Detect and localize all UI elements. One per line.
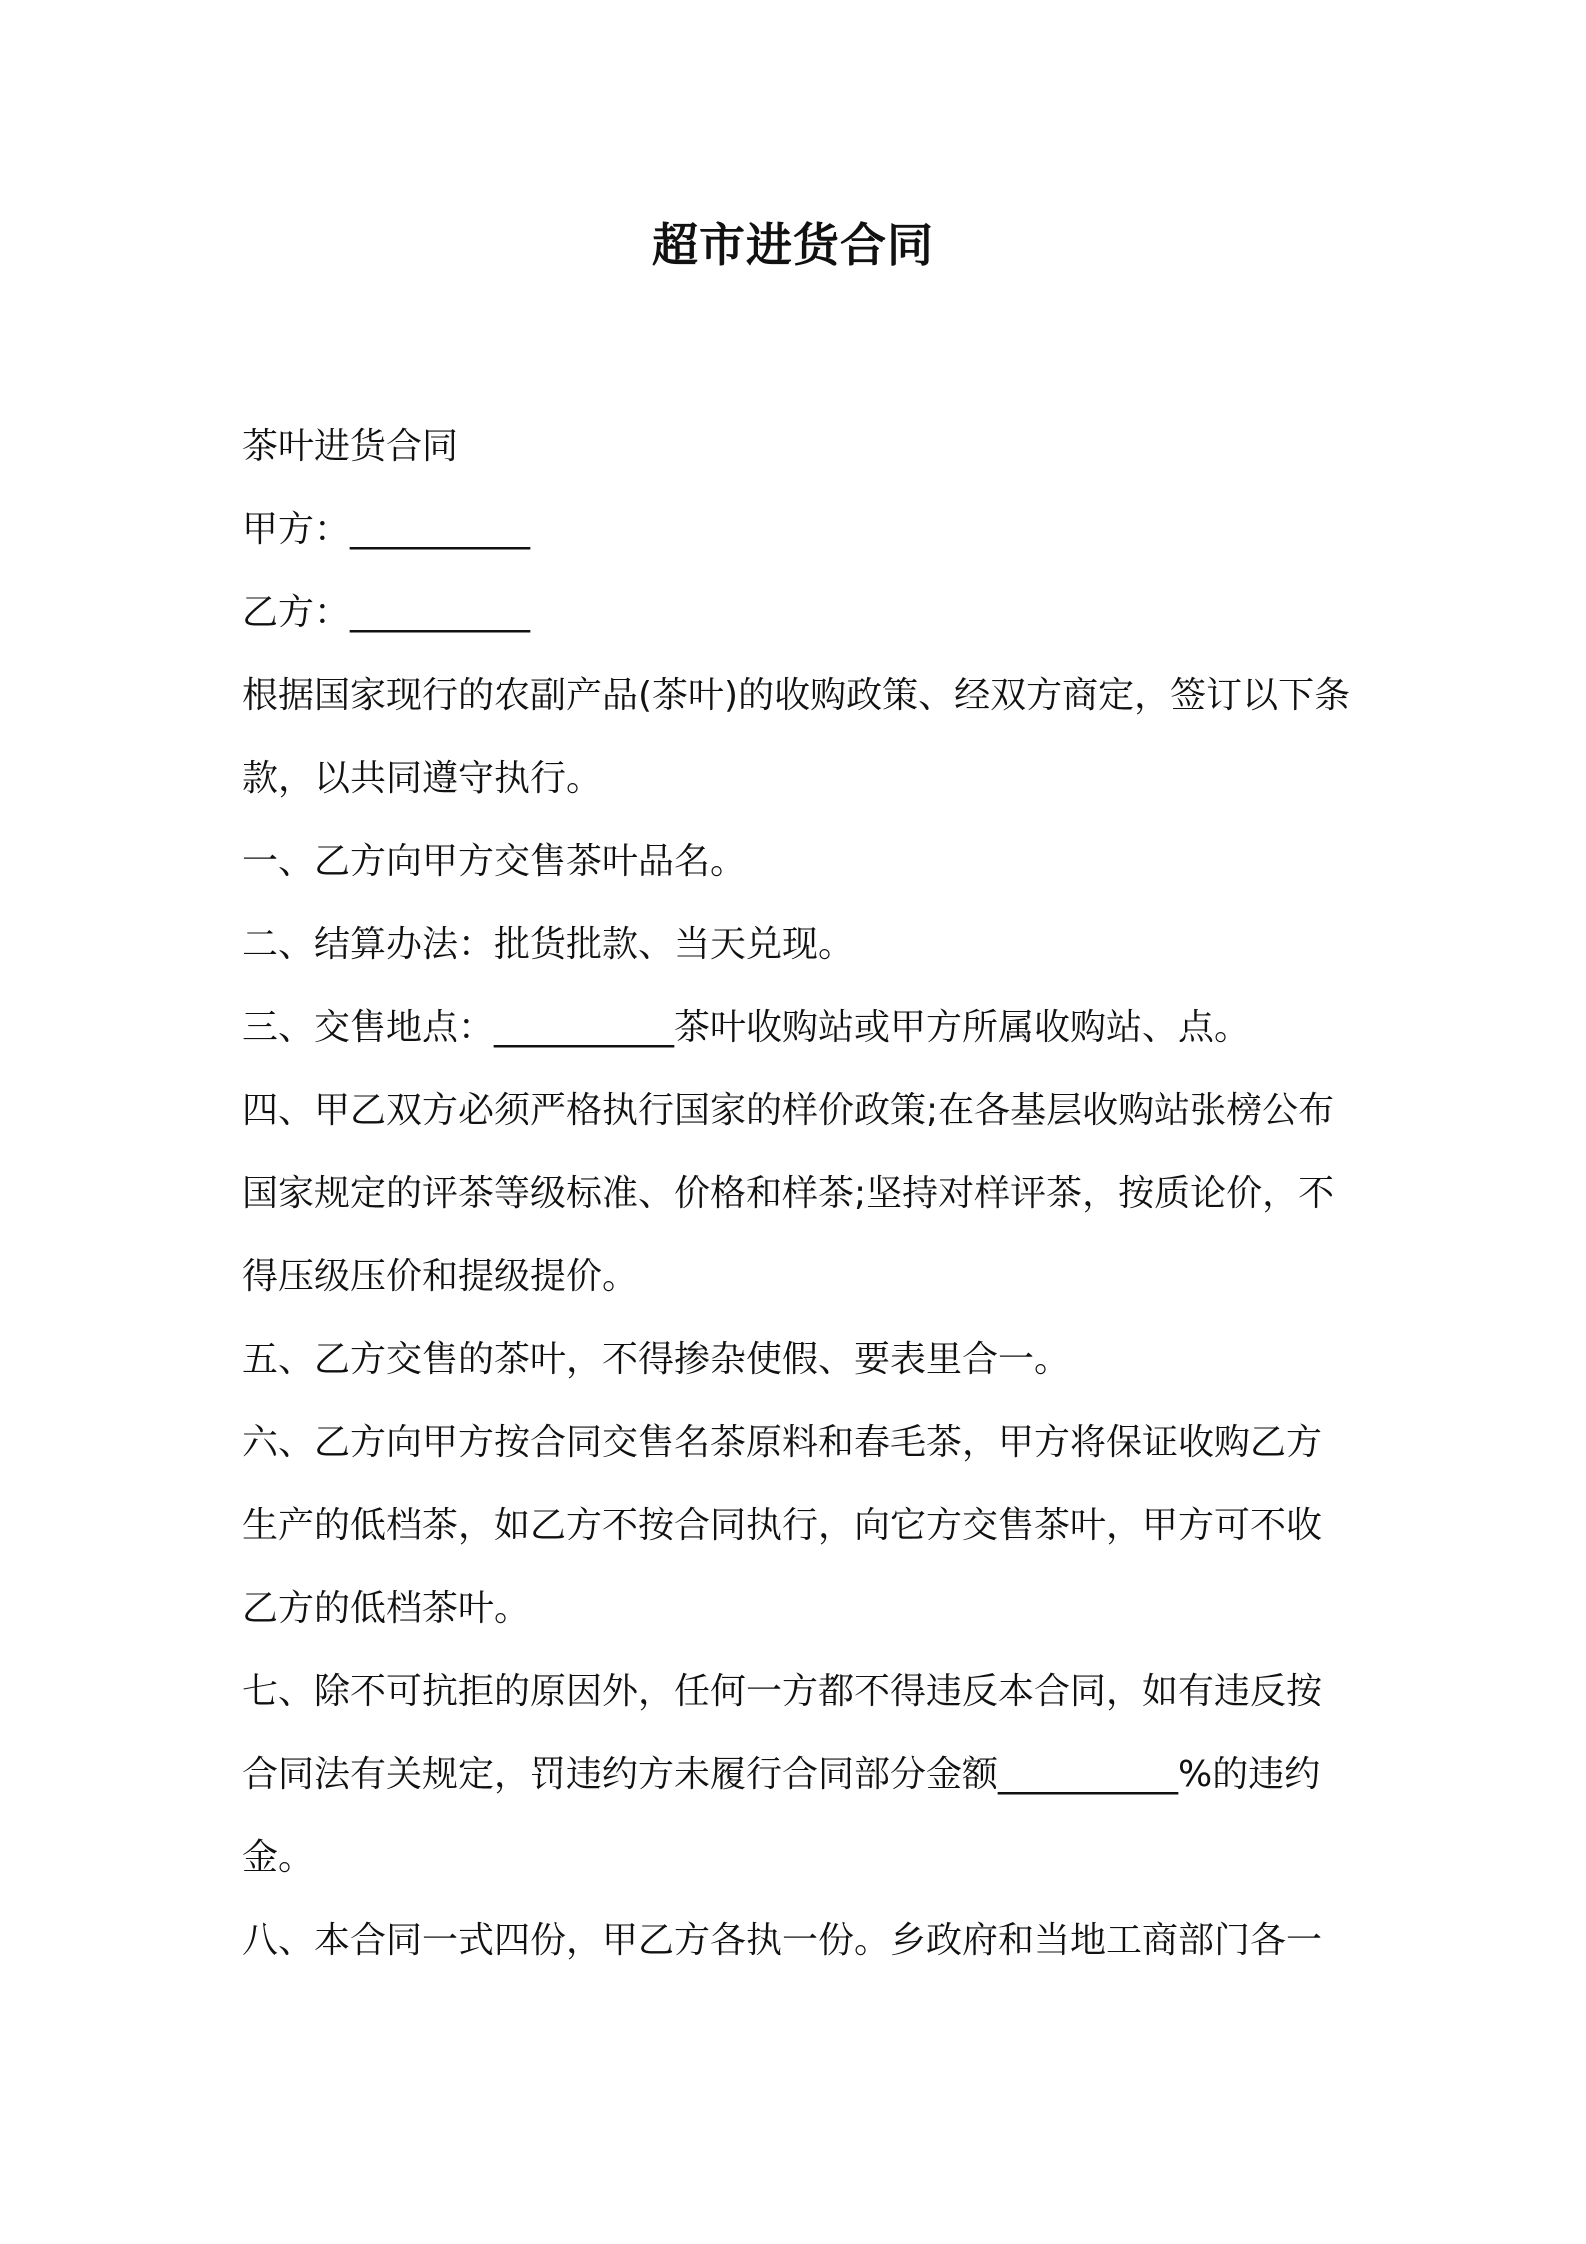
clause-8: 八、本合同一式四份，甲乙方各执一份。乡政府和当地工商部门各一 <box>242 1920 1323 1961</box>
party-b-line: 乙方：__________ <box>242 592 531 633</box>
intro-paragraph: 根据国家现行的农副产品(茶叶)的收购政策、经双方商定，签订以下条款，以共同遵守执行。 <box>242 675 1351 799</box>
clause-7: 七、除不可抗拒的原因外，任何一方都不得违反本合同，如有违反按合同法有关规定，罚违约方未履行合同部分金额__________%的违约金。 <box>242 1671 1323 1878</box>
clause-3: 三、交售地点：__________茶叶收购站或甲方所属收购站、点。 <box>242 1007 1251 1048</box>
contract-subtitle: 茶叶进货合同 <box>242 426 459 467</box>
clause-2: 二、结算办法：批货批款、当天兑现。 <box>242 924 855 965</box>
clause-6: 六、乙方向甲方按合同交售名茶原料和春毛茶，甲方将保证收购乙方生产的低档茶，如乙方不按合同执行，向它方交售茶叶，甲方可不收乙方的低档茶叶。 <box>242 1422 1323 1629</box>
clause-5: 五、乙方交售的茶叶，不得掺杂使假、要表里合一。 <box>242 1339 1071 1380</box>
party-a-line: 甲方：__________ <box>242 509 531 550</box>
clause-4: 四、甲乙双方必须严格执行国家的样价政策;在各基层收购站张榜公布国家规定的评茶等级标准、价格和样茶;坚持对样评茶，按质论价，不得压级压价和提级提价。 <box>242 1090 1335 1297</box>
clause-1: 一、乙方向甲方交售茶叶品名。 <box>242 841 747 882</box>
document-title: 超市进货合同 <box>652 218 934 272</box>
document-body <box>242 405 1354 1982</box>
